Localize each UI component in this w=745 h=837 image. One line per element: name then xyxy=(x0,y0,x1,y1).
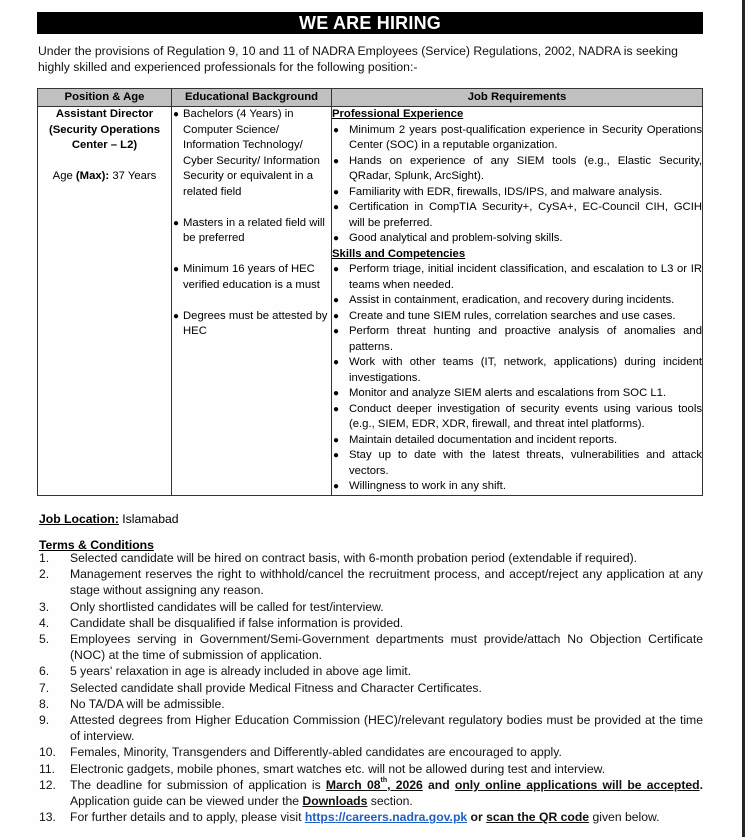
term-number: 9. xyxy=(39,713,50,728)
term-text: 5 years' relaxation in age is already included in above age limit. xyxy=(70,664,412,679)
table-header-row xyxy=(38,89,703,107)
list-item xyxy=(39,744,703,760)
term-number: 1. xyxy=(39,551,50,565)
term-text: Selected candidate shall provide Medical Fitness and Character Certificates. xyxy=(70,680,482,695)
bullet-icon: ● xyxy=(333,326,340,337)
deadline-year: , 2026 xyxy=(387,777,423,792)
list-item xyxy=(39,712,703,744)
bullet-icon: ● xyxy=(333,310,340,322)
requirement-text: Familiarity with EDR, firewalls, IDS/IPS, and malware analysis. xyxy=(349,185,663,198)
list-item xyxy=(172,107,331,200)
age-label: (Max): xyxy=(75,169,110,182)
term-text: For further details and to apply, please visit xyxy=(70,810,305,825)
position-table xyxy=(37,88,703,496)
age-prefix: Age xyxy=(52,169,76,182)
bullet-icon: ● xyxy=(333,295,340,306)
requirements-cell xyxy=(332,107,703,496)
list-item xyxy=(39,631,703,663)
skills-list xyxy=(332,262,702,495)
bullet-icon: ● xyxy=(333,450,340,461)
education-text: Bachelors (4 Years) in Computer Science/ Information Technology/ Cyber Security/ Information Security or equivalent in a related field xyxy=(183,108,320,198)
bullet-icon: ● xyxy=(333,155,340,167)
skill-text: Maintain detailed documentation and incident reports. xyxy=(349,433,618,446)
online-only-notice: only online applications will be accepted xyxy=(454,777,700,792)
terms-list xyxy=(39,550,703,825)
list-item xyxy=(332,386,702,402)
term-number: 4. xyxy=(39,615,50,630)
education-cell xyxy=(172,107,332,496)
term-text: and xyxy=(422,777,455,792)
list-item xyxy=(332,309,702,325)
intro-paragraph: Under the provisions of Regulation 9, 10 and 11 of NADRA Employees (Service) Regulations, 2002, NADRA is seeking highly skilled and experienced professionals for the following position:- xyxy=(38,44,678,74)
requirement-text: Certification in CompTIA Security+, CySA+, EC-Council CIH, GCIH will be preferred. xyxy=(349,201,702,229)
skill-text: Willingness to work in any shift. xyxy=(349,480,506,492)
list-item xyxy=(39,566,703,598)
bullet-icon: ● xyxy=(333,264,340,275)
list-item xyxy=(332,293,702,309)
term-text: Employees serving in Government/Semi-Government departments must provide/attach No Objection Certificate (NOC) at the time of submission of application. xyxy=(70,632,703,663)
term-number: 6. xyxy=(39,664,50,679)
list-item xyxy=(39,809,703,825)
bullet-icon: ● xyxy=(333,403,340,415)
term-number: 7. xyxy=(39,680,50,695)
list-item xyxy=(332,355,702,386)
term-number: 3. xyxy=(39,599,50,614)
bullet-icon: ● xyxy=(333,124,340,136)
education-text: Masters in a related field will be preferred xyxy=(183,216,325,244)
list-item xyxy=(332,324,702,355)
bullet-icon: ● xyxy=(333,202,340,213)
term-number: 10. xyxy=(39,745,56,760)
bullet-icon: ● xyxy=(333,186,340,198)
term-text: Application guide can be viewed under the xyxy=(70,794,303,809)
skill-text: Perform triage, initial incident classification, and escalation to L3 or IR teams when needed. xyxy=(349,263,702,291)
job-location-label: Job Location: xyxy=(39,512,119,526)
bullet-icon: ● xyxy=(173,217,180,229)
job-location xyxy=(39,511,179,527)
term-text: Attested degrees from Higher Education Commission (HEC)/relevant regulatory bodies must be provided at the time of interview. xyxy=(70,713,703,744)
professional-experience-heading: Professional Experience xyxy=(332,108,464,120)
skill-text: Conduct deeper investigation of security events using various tools (e.g., SIEM, EDR, XDR, firewall, and threat intel platforms). xyxy=(349,402,702,430)
bullet-icon: ● xyxy=(173,310,180,322)
list-item xyxy=(39,663,703,679)
bullet-icon: ● xyxy=(173,264,180,275)
list-item xyxy=(39,550,703,566)
term-number: 11. xyxy=(39,761,56,776)
term-text: Candidate shall be disqualified if false information is provided. xyxy=(70,615,404,630)
position-title xyxy=(38,107,171,154)
skill-text: Create and tune SIEM rules, correlation searches and use cases. xyxy=(349,309,676,322)
careers-website-link[interactable]: https://careers.nadra.gov.pk xyxy=(304,810,468,825)
term-text: Electronic gadgets, mobile phones, smart watches etc. will not be allowed during test and interview. xyxy=(70,761,606,776)
term-text: given below. xyxy=(589,810,660,825)
skill-text: Perform threat hunting and proactive analysis of anomalies and patterns. xyxy=(349,325,702,353)
skill-text: Stay up to date with the latest threats, vulnerabilities and attack vectors. xyxy=(349,449,702,477)
hiring-banner: WE ARE HIRING xyxy=(37,12,703,34)
term-text: Management reserves the right to withhold/cancel the recruitment process, and accept/reject any application at any stage without assigning any reason. xyxy=(70,567,703,598)
bullet-icon: ● xyxy=(333,357,340,368)
bullet-icon: ● xyxy=(173,109,180,120)
deadline-date xyxy=(326,778,423,792)
bullet-icon: ● xyxy=(333,388,340,399)
list-item xyxy=(172,262,331,293)
list-item xyxy=(332,262,702,293)
education-text: Minimum 16 years of HEC verified education is a must xyxy=(183,263,320,291)
requirement-text: Hands on experience of any SIEM tools (e.g., Elastic Security, QRadar, Splunk, ArcSight). xyxy=(349,154,702,182)
term-text: . xyxy=(699,777,703,792)
max-age xyxy=(38,169,171,185)
list-item xyxy=(39,696,703,712)
bullet-icon: ● xyxy=(333,434,340,446)
deadline-day: March 08 xyxy=(325,777,381,792)
job-location-value: Islamabad xyxy=(118,512,179,526)
list-item xyxy=(39,777,703,809)
term-number: 12. xyxy=(39,777,56,792)
term-text: The deadline for submission of application is xyxy=(70,777,326,792)
downloads-section-link[interactable]: Downloads xyxy=(302,794,368,809)
term-number: 13. xyxy=(39,810,56,825)
list-item xyxy=(39,761,703,777)
requirement-text: Minimum 2 years post-qualification experience in Security Operations Center (SOC) in a reputable organization. xyxy=(349,123,702,151)
professional-experience-list xyxy=(332,123,702,247)
term-text: Females, Minority, Transgenders and Differently-abled candidates are encouraged to apply. xyxy=(70,745,562,760)
skill-text: Monitor and analyze SIEM alerts and escalations from SOC L1. xyxy=(349,387,667,399)
skill-text: Assist in containment, eradication, and recovery during incidents. xyxy=(349,294,675,306)
position-cell xyxy=(38,107,172,496)
list-item xyxy=(332,154,702,185)
list-item xyxy=(39,680,703,696)
list-item xyxy=(332,402,702,433)
term-text: No TA/DA will be admissible. xyxy=(70,696,225,711)
term-text: Only shortlisted candidates will be called for test/interview. xyxy=(70,599,384,614)
term-number: 8. xyxy=(39,696,50,711)
list-item xyxy=(39,615,703,631)
term-text: or xyxy=(467,810,487,825)
list-item xyxy=(172,216,331,247)
term-number: 5. xyxy=(39,632,50,647)
col-header-education: Educational Background xyxy=(172,89,332,107)
list-item xyxy=(332,479,702,495)
list-item xyxy=(332,123,702,154)
education-text: Degrees must be attested by HEC xyxy=(183,309,328,337)
requirement-text: Good analytical and problem-solving skills. xyxy=(349,232,563,244)
deadline-ordinal: th xyxy=(380,776,388,784)
col-header-position: Position & Age xyxy=(38,89,172,107)
skills-heading: Skills and Competencies xyxy=(332,247,466,260)
position-title-line: (Security Operations xyxy=(48,123,161,136)
position-title-line: Center – L2) xyxy=(71,139,138,151)
education-list xyxy=(172,107,331,340)
qr-code-instruction: scan the QR code xyxy=(486,810,590,825)
list-item xyxy=(332,433,702,449)
list-item xyxy=(332,231,702,247)
list-item xyxy=(332,200,702,231)
term-text: section. xyxy=(367,794,413,809)
age-value: 37 Years xyxy=(109,169,157,182)
position-title-line: Assistant Director xyxy=(55,108,154,120)
list-item xyxy=(39,599,703,615)
term-number: 2. xyxy=(39,567,50,582)
terms-heading: Terms & Conditions xyxy=(39,538,154,552)
skill-text: Work with other teams (IT, network, applications) during incident investigations. xyxy=(349,356,702,384)
term-text: Selected candidate will be hired on contract basis, with 6-month probation period (extendable if required). xyxy=(70,551,638,565)
list-item xyxy=(172,309,331,340)
table-row xyxy=(38,107,703,496)
bullet-icon: ● xyxy=(333,233,340,244)
list-item xyxy=(332,185,702,201)
col-header-requirements: Job Requirements xyxy=(332,89,703,107)
bullet-icon: ● xyxy=(333,481,340,492)
list-item xyxy=(332,448,702,479)
